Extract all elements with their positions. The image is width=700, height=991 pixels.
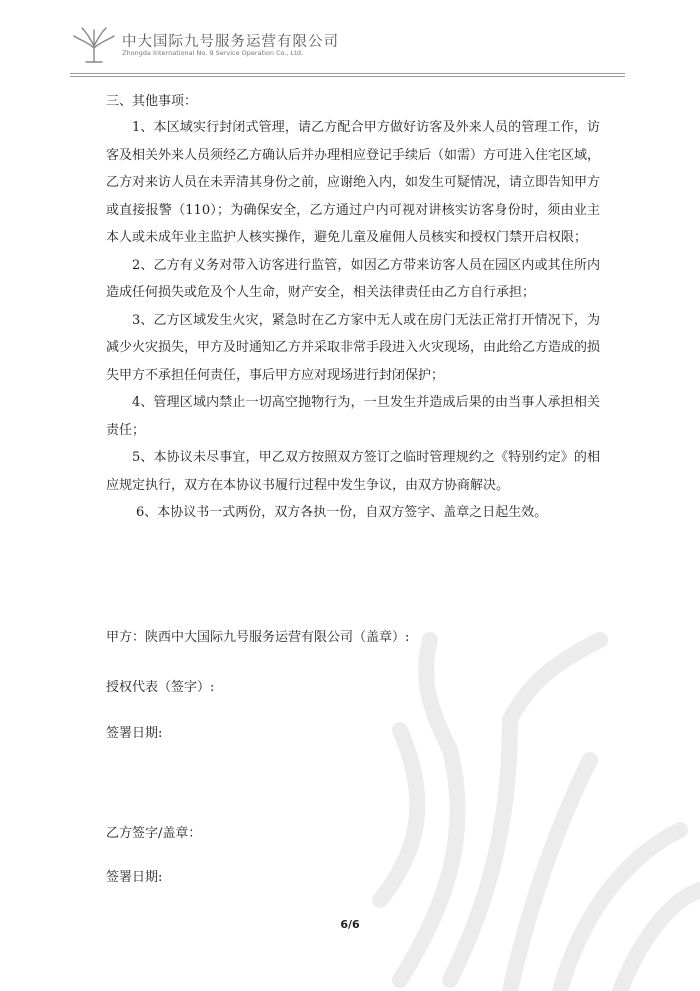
clause-3: 3、乙方区域发生火灾，紧急时在乙方家中无人或在房门无法正常打开情况下，为减少火灾损失，甲方及时通知乙方并采取非常手段进入火灾现场，由此给乙方造成的损失甲方不承担任何责任，事后甲方应对现场进行封闭保护； <box>106 312 601 383</box>
company-name-en: Zhongda International No. 9 Service Operation Co., Ltd. <box>122 49 304 57</box>
clause-5: 5、本协议未尽事宜，甲乙双方按照双方签订之临时管理规约之《特别约定》的相应规定执行，双方在本协议书履行过程中发生争议，由双方协商解决。 <box>106 450 600 493</box>
sign-date-b-line: 签署日期: <box>106 870 163 885</box>
document-body <box>106 90 600 527</box>
header-rule-top <box>70 73 625 74</box>
clause-1: 1、本区域实行封闭式管理，请乙方配合甲方做好访客及外来人员的管理工作，访客及相关外来人员须经乙方确认后并办理相应登记手续后（如需）方可进入住宅区域，乙方对来访人员在未弄清其身份之前，应谢绝入内，如发生可疑情况，请立即告知甲方或直接报警（110）；为确保安全，乙方通过户内可视对讲核实访客身份时，须由业主本人或未成年业主监护人核实操作，避免儿童及雇佣人员核实和授权门禁开启权限； <box>106 120 601 245</box>
party-b-line: 乙方签字/盖章： <box>106 826 202 841</box>
header-rule-bottom <box>70 76 625 77</box>
clause-2: 2、乙方有义务对带入访客进行监管，如因乙方带来访客人员在园区内或其住所内造成任何损失或危及个人生命，财产安全，相关法律责任由乙方自行承担； <box>106 257 600 300</box>
company-name-cn: 中大国际九号服务运营有限公司 <box>122 34 339 50</box>
clause-4: 4、管理区域内禁止一切高空抛物行为，一旦发生并造成后果的由当事人承担相关责任； <box>106 395 600 438</box>
tree-watermark <box>360 600 700 991</box>
letterhead <box>70 24 630 76</box>
clause-6: 6、本协议书一式两份，双方各执一份，自双方签字、盖章之日起生效。 <box>136 505 548 520</box>
tree-logo-icon <box>70 24 118 64</box>
page-number: 6/6 <box>340 918 360 931</box>
section-title: 三、其他事项： <box>106 94 198 109</box>
authorized-rep-line: 授权代表（签字）: <box>106 680 215 695</box>
sign-date-a-line: 签署日期: <box>106 726 163 741</box>
party-a-line: 甲方：陕西中大国际九号服务运营有限公司（盖章）: <box>106 630 410 645</box>
